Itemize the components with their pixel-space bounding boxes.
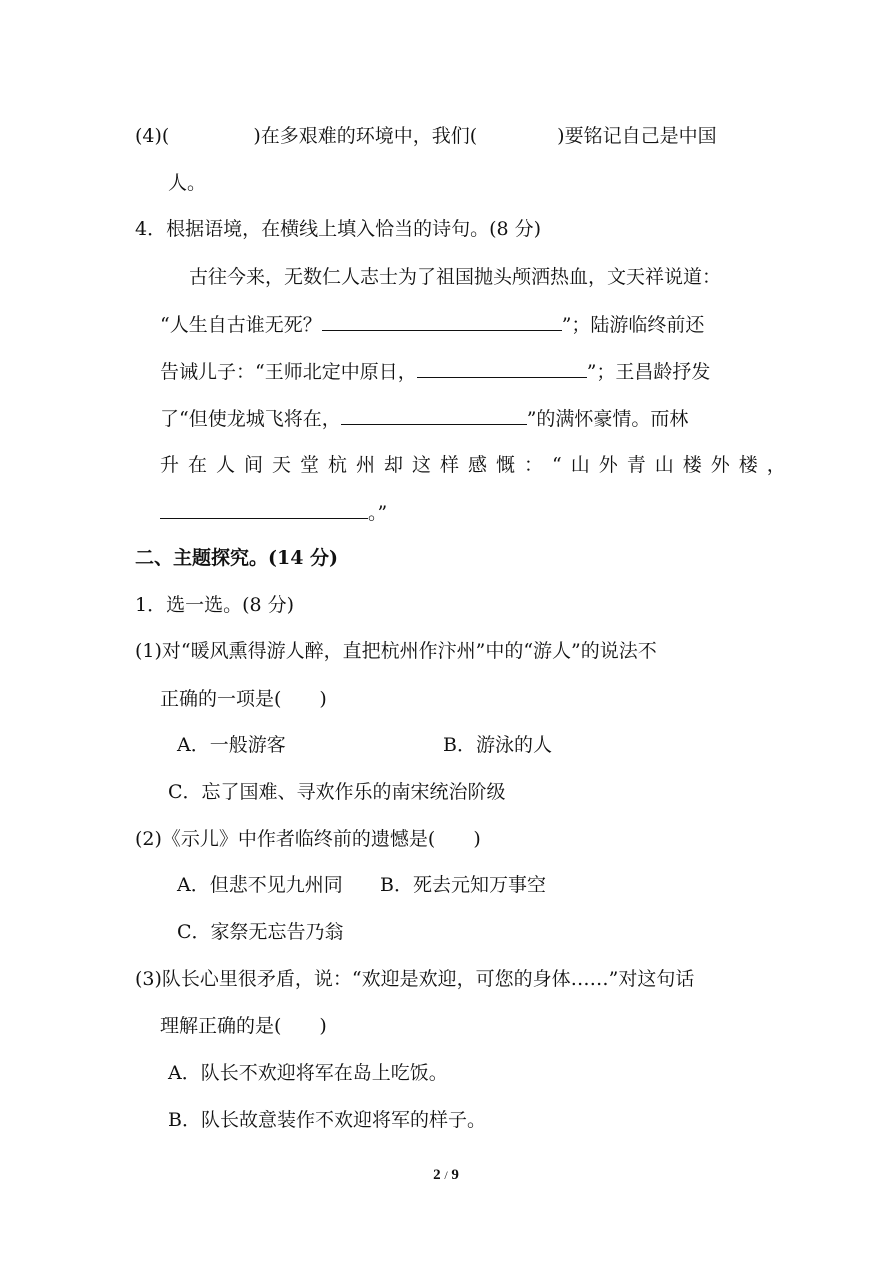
fill-blank-2[interactable]: [417, 359, 587, 378]
item-3-option-a[interactable]: A．队长不欢迎将军在岛上吃饭。: [168, 1062, 448, 1084]
question-4-text-line1: 古往今来，无数仁人志士为了祖国抛头颅洒热血，文天祥说道：: [189, 266, 722, 288]
item-1-option-c[interactable]: C．忘了国难、寻欢作乐的南宋统治阶级: [168, 781, 506, 803]
item-3-stem-line2: 理解正确的是( ): [160, 1015, 327, 1037]
question-4-text-line3: 告诫儿子：“王师北定中原日， ”；王昌龄抒发: [160, 361, 711, 383]
section-2-heading: 二、主题探究。(14 分): [135, 547, 339, 569]
item-2-option-b[interactable]: B．死去元知万事空: [380, 874, 546, 896]
question-4-text-line2: “人生自古谁无死？ ”；陆游临终前还: [160, 314, 705, 336]
question-4-text-line5: 升在人间天堂杭州却这样感慨：“山外青山楼外楼，: [160, 454, 795, 476]
question-4-text-line4: 了“但使龙城飞将在， ”的满怀豪情。而林: [160, 408, 689, 430]
fill-blank-1[interactable]: [322, 312, 562, 331]
item-1-option-b[interactable]: B．游泳的人: [443, 734, 552, 756]
question-3-4-line1: (4)( )在多艰难的环境中，我们( )要铭记自己是中国: [135, 125, 717, 147]
item-1-option-a[interactable]: A．一般游客: [177, 734, 286, 756]
question-4-text-line6: 。”: [160, 500, 387, 525]
item-3-option-b[interactable]: B．队长故意装作不欢迎将军的样子。: [168, 1109, 486, 1131]
sub-question-1-title: 1．选一选。(8 分): [135, 594, 295, 616]
question-3-4-line2: 人。: [168, 172, 207, 194]
item-3-stem-line1: (3)队长心里很矛盾，说：“欢迎是欢迎，可您的身体……”对这句话: [135, 968, 695, 990]
fill-blank-3[interactable]: [341, 406, 527, 425]
question-4-title: 4．根据语境，在横线上填入恰当的诗句。(8 分): [135, 218, 542, 240]
item-2-stem: (2)《示儿》中作者临终前的遗憾是( ): [135, 828, 481, 850]
item-2-option-c[interactable]: C．家祭无忘告乃翁: [177, 921, 344, 943]
item-1-stem-line1: (1)对“暖风熏得游人醉，直把杭州作汴州”中的“游人”的说法不: [135, 640, 657, 662]
fill-blank-4[interactable]: [160, 500, 368, 519]
page-number: 2 / 9: [433, 1167, 459, 1183]
item-1-stem-line2: 正确的一项是( ): [160, 688, 327, 710]
item-2-option-a[interactable]: A．但悲不见九州同: [177, 874, 343, 896]
